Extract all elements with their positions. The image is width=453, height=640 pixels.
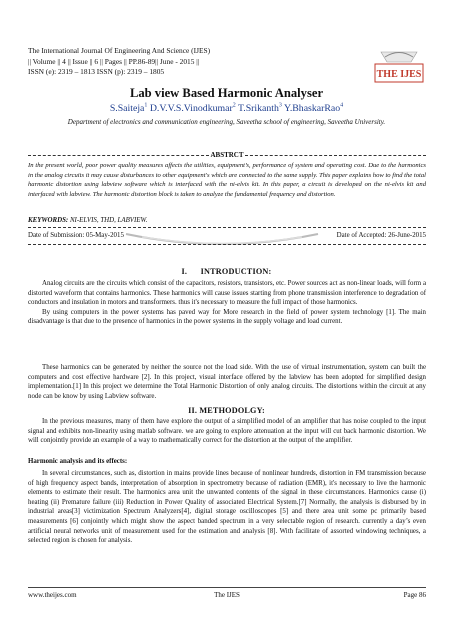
paper-title: Lab view Based Harmonic Analyser [129, 86, 324, 100]
paragraph: These harmonics can be generated by neither the source not the load side. With the use of virtual instrumentation, system can built the computers and cost effective hardware [2]. In this project, visual interface offered by the labview has been adopted for simplified design implementation.[1] In this project we determine the Total Harmonic Distortion of only analog circuits. The distortions within the circuit at any node can be know by using Labview software. [28, 364, 426, 400]
journal-volume-info: || Volume || 4 || Issue || 6 || Pages || PP.86-89|| June - 2015 || [28, 56, 200, 66]
section-heading-introduction: I. INTRODUCTION: [181, 267, 272, 276]
paragraph: Analog circuits are the circuits which consist of the capacitors, resistors, transistors, etc. Power sources act as non-linear loads, will form a distorted waveform that contains harmonics. These harmonics will cause issues starting from phone transmission interference to degradation of conductors and insulation in motors and transformers. thus it's necessary to measure the full impact of those harmonics. [28, 280, 426, 307]
submission-date: Date of Submission: 05-May-2015 [28, 232, 124, 239]
harmonic-analysis-body [28, 469, 426, 546]
paragraph: By using computers in the power systems has paved way for More research in the field of power system technology [1]. The main disadvantage is that due to the presence of harmonics in the power systems in the supply voltage and load current. [28, 308, 426, 326]
journal-issn: ISSN (e): 2319 – 1813 ISSN (p): 2319 – 1805 [28, 67, 165, 77]
journal-header [28, 46, 328, 78]
dashed-rule [28, 155, 209, 156]
footer-page-number: Page 86 [403, 591, 426, 599]
methodology-body [28, 417, 426, 446]
section-heading-methodology: II. METHODOLGY: [188, 406, 265, 415]
footer-journal: The IJES [214, 591, 240, 599]
dashed-rule [28, 244, 426, 245]
abstract-header [28, 151, 426, 159]
author: Y.BhaskarRao$^4$ [284, 103, 344, 115]
journal-logo [373, 48, 425, 88]
paragraph: In the previous measures, many of them have explore the output of a simplified model of an amplifier that has noise coupled to the input signal and exhibits non-linearity using matlab software. we are going to explore attenuation at the input will cut back harmonic distortion. We will conjointly provide an example of a way to mathematically correct for the distortion at the output of the amplifier. [28, 418, 426, 445]
dashed-rule [245, 155, 426, 156]
abstract-text: In the present world, poor power quality measures affects the utilities, equipment’s, performance of system and operating cost. Due to the harmonics in the analog circuits it may cause disturbances to other equipment's which are connected to the same supply. This paper explains how to find the total harmonic distortion using labview software which is interfaced with the ni-elvis kit. In this paper, a circuit is developed on the ni-elvis kit and interfaced with labview. The harmonic distortion block is taken to analyze the fundamental frequency and distortion. [28, 162, 426, 198]
author: D.V.V.S.Vinodkumar$^2$ [149, 103, 236, 115]
footer-rule [28, 587, 426, 588]
author-list [0, 103, 453, 114]
intro-body [28, 279, 426, 327]
svg-text:THE IJES: THE IJES [376, 69, 422, 80]
intro-body-continued [28, 363, 426, 401]
abstract-label: ABSTRCT [210, 151, 244, 159]
keywords-value: NI-ELVIS, THD, LABVIEW. [69, 217, 148, 224]
affiliation: Department of electronics and communication engineering, Saveetha school of engineering, Saveetha University. [67, 118, 386, 126]
paragraph: In several circumstances, such as, distortion in mains provide lines because of nonlinear hundreds, distortion in FM transmission because of high frequency aspect bands, interpretation of absorption in spectrometry because of radiation (EMR), it's necessary to live the harmonic elements to estimate their result. The harmonics area unit the unwanted contents of the signal in these circumstances. Harmonics cause (i) heating (ii) Premature failure (iii) Reduction in Power Quality of associated Electrical System.[7] Normally, the analysis is disbursed by in industrial areas[3] victimization Spectrum Analyzers[4], digital storage oscilloscopes [5] and there area unit some pc primarily based measurements [6] conjointly which might show the aspect banded spectrum in a very selectable region of research. currently a day’s even artificial neural networks unit of measurement used for the estimation and analysis [8]. With facilitate of assorted windowing techniques, a selected region is chosen for analysis. [28, 470, 426, 545]
author: T.Srikanth$^3$ [238, 103, 282, 115]
journal-name: The International Journal Of Engineering And Science (IJES) [28, 46, 211, 55]
footer-website: www.theijes.com [28, 591, 77, 599]
subsection-heading: Harmonic analysis and its effects: [28, 458, 128, 465]
accepted-date: Date of Accepted: 26-June-2015 [336, 232, 426, 239]
keywords [28, 216, 426, 225]
dates-row [28, 232, 426, 239]
keywords-label: KEYWORDS: [28, 217, 69, 224]
author: S.Saiteja$^1$ [109, 103, 148, 115]
page-footer [28, 591, 426, 599]
